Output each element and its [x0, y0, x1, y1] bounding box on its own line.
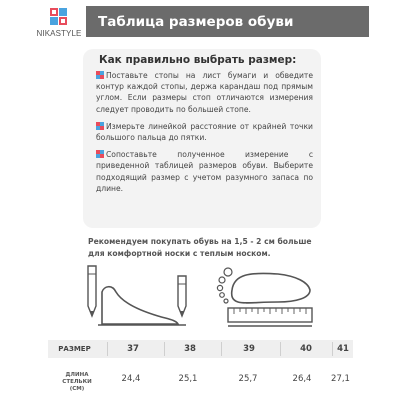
instructions-card	[83, 49, 321, 228]
instruction-step-2	[96, 121, 313, 143]
instructions-heading: Как правильно выбрать размер:	[99, 54, 297, 66]
page-title: Таблица размеров обуви	[86, 6, 369, 37]
foot-side-icon	[98, 287, 186, 325]
pencil-left-icon	[88, 266, 96, 316]
instruction-step-text: Измерьте линейкой расстояние от крайней точки большого пальца до пятки.	[96, 121, 313, 143]
footprint-icon	[217, 268, 310, 303]
logo-bullet-icon	[96, 71, 104, 79]
insole-length-row	[48, 362, 353, 396]
logo-bullet-icon	[96, 122, 104, 130]
size-row-label: РАЗМЕР	[58, 345, 91, 353]
instruction-step-3	[96, 149, 313, 194]
ruler-icon	[228, 308, 312, 326]
size-table	[48, 340, 353, 400]
recommendation-text: Рекомендуем покупать обувь на 1,5 - 2 см больше для комфортной носки с теплым носком.	[88, 237, 312, 258]
size-cell: 39	[243, 344, 255, 354]
pencil-right-icon	[178, 276, 186, 316]
logo-bullet-icon	[96, 150, 104, 158]
length-cell: 25,7	[238, 374, 258, 384]
size-cell: 41	[337, 344, 349, 354]
instruction-step-text: Поставьте стопы на лист бумаги и обведите контур каждой стопы, держа карандаш под прямым углом. Если размеры стоп отличаются измерения следует проводить по большей стопе.	[96, 71, 313, 114]
length-cell: 26,4	[292, 374, 312, 384]
logo-mark-icon	[50, 8, 67, 25]
brand-logo	[36, 8, 80, 46]
length-cell: 27,1	[331, 374, 350, 384]
instruction-step-text: Сопоставьте полученное измерение с приведенной таблицей размеров обуви. Выберите подходящий размер с учетом разумного запаса по длине.	[96, 150, 313, 193]
size-cell: 37	[127, 344, 139, 354]
size-row	[48, 340, 353, 358]
measurement-illustration	[82, 262, 328, 332]
insole-length-label: ДЛИНА СТЕЛЬКИ (СМ)	[62, 372, 92, 392]
size-cell: 40	[300, 344, 312, 354]
size-cell: 38	[184, 344, 196, 354]
instruction-step-1	[96, 70, 313, 115]
length-cell: 24,4	[121, 374, 141, 384]
length-cell: 25,1	[178, 374, 198, 384]
logo-brand-text: NIKASTYLE	[36, 29, 82, 38]
